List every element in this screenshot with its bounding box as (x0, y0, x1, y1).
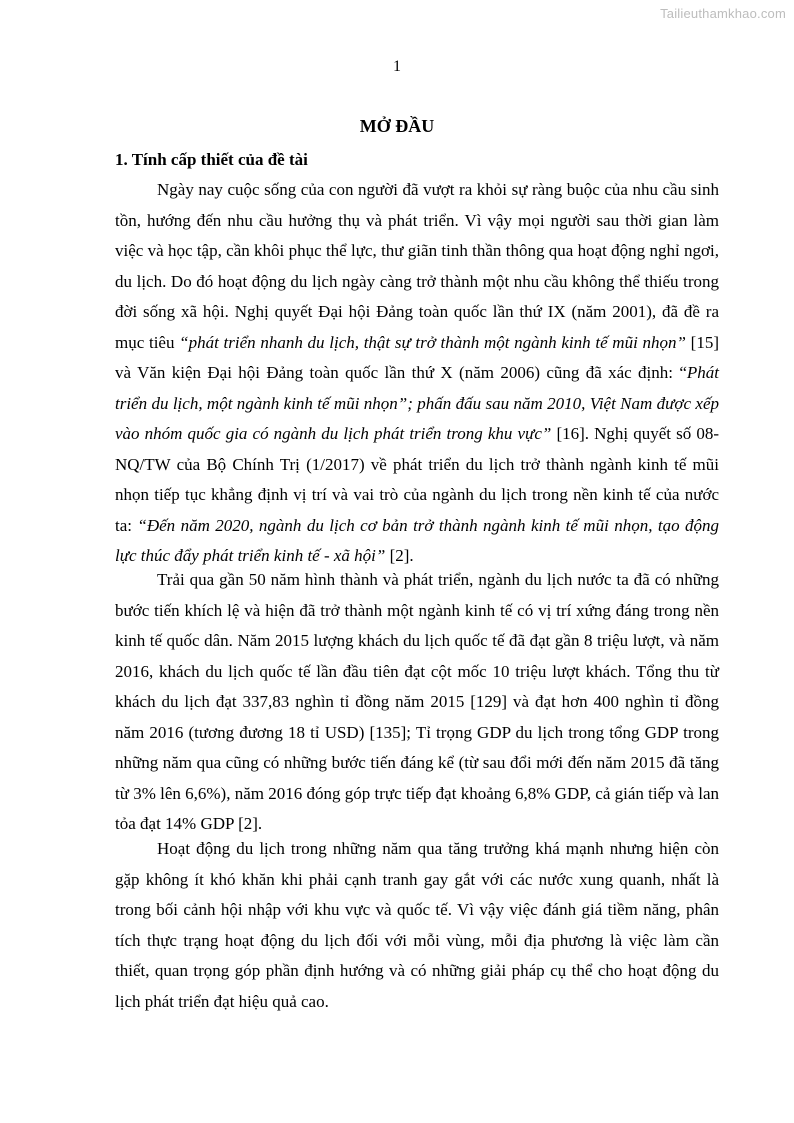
paragraph-1-text-2: [15] và Văn kiện Đại hội Đảng toàn quốc lần thứ X (năm 2006) cũng đã xác định: “ (115, 332, 719, 382)
paragraph-3: Hoạt động du lịch trong những năm qua tăng trưởng khá mạnh nhưng hiện còn gặp không ít khó khăn khi phải cạnh tranh gay gắt với các nước xung quanh, nhất là trong bối cảnh hội nhập với khu vực và quốc tế. Vì vậy việc đánh giá tiềm năng, phân tích thực trạng hoạt động du lịch đối với mỗi vùng, mỗi địa phương là việc làm cần thiết, quan trọng góp phần định hướng và có những giải pháp cụ thể cho hoạt động du lịch phát triển đạt hiệu quả cao. (115, 839, 719, 1011)
paragraph-1-quote-1: “phát triển nhanh du lịch, thật sự trở thành một ngành kinh tế mũi nhọn” (179, 332, 686, 352)
page-number: 1 (393, 58, 401, 75)
paragraph-1-quote-2: Phát triển du lịch, một ngành kinh tế mũi nhọn”; phấn đấu sau năm 2010, Việt Nam được xếp vào nhóm quốc gia có ngành du lịch phát triển trong khu vực” (115, 363, 719, 443)
watermark-text: Tailieuthamkhao.com (660, 6, 786, 21)
paragraph-1-text-4: [2]. (385, 546, 414, 565)
paragraph-1-text-3: [16]. Nghị quyết số 08-NQ/TW của Bộ Chính Trị (1/2017) về phát triển du lịch trở thành ngành kinh tế mũi nhọn tiếp tục khẳng định vị trí và vai trò của ngành du lịch trong nền kinh tế của nước ta: (115, 424, 720, 535)
paragraph-2: Trải qua gần 50 năm hình thành và phát triển, ngành du lịch nước ta đã có những bước tiến khích lệ và hiện đã trở thành một ngành kinh tế có vị trí xứng đáng trong nền kinh tế quốc dân. Năm 2015 lượng khách du lịch quốc tế đã đạt gần 8 triệu lượt, và năm 2016, khách du lịch quốc tế lần đầu tiên đạt cột mốc 10 triệu lượt khách. Tổng thu từ khách du lịch đạt 337,83 nghìn tỉ đồng năm 2015 [129] và đạt hơn 400 nghìn tỉ đồng năm 2016 (tương đương 18 tỉ USD) [135]; Tỉ trọng GDP du lịch trong tổng GDP trong những năm qua cũng có những bước tiến đáng kể (từ sau đổi mới đến năm 2015 đã tăng từ 3% lên 6,6%), năm 2016 đóng góp trực tiếp đạt khoảng 6,8% GDP, cả gián tiếp và lan tỏa đạt 14% GDP [2]. (115, 570, 719, 833)
chapter-title: MỞ ĐẦU (359, 116, 435, 136)
paragraph-1 (115, 175, 719, 572)
paragraph-1-text-1: Ngày nay cuộc sống của con người đã vượt ra khỏi sự ràng buộc của nhu cầu sinh tồn, hướng đến nhu cầu hưởng thụ và phát triển. Vì vậy mọi người sau thời gian làm việc và học tập, cần khôi phục thể lực, thư giãn tinh thần thông qua hoạt động nghỉ ngơi, du lịch. Do đó hoạt động du lịch ngày càng trở thành một nhu cầu không thể thiếu trong đời sống xã hội. Nghị quyết Đại hội Đảng toàn quốc lần thứ IX (năm 2001), đã đề ra mục tiêu (115, 180, 719, 352)
paragraph-1-quote-3: “Đến năm 2020, ngành du lịch cơ bản trở thành ngành kinh tế mũi nhọn, tạo động lực thúc đẩy phát triển kinh tế - xã hội” (115, 515, 719, 565)
section-heading: 1. Tính cấp thiết của đề tài (115, 150, 308, 169)
